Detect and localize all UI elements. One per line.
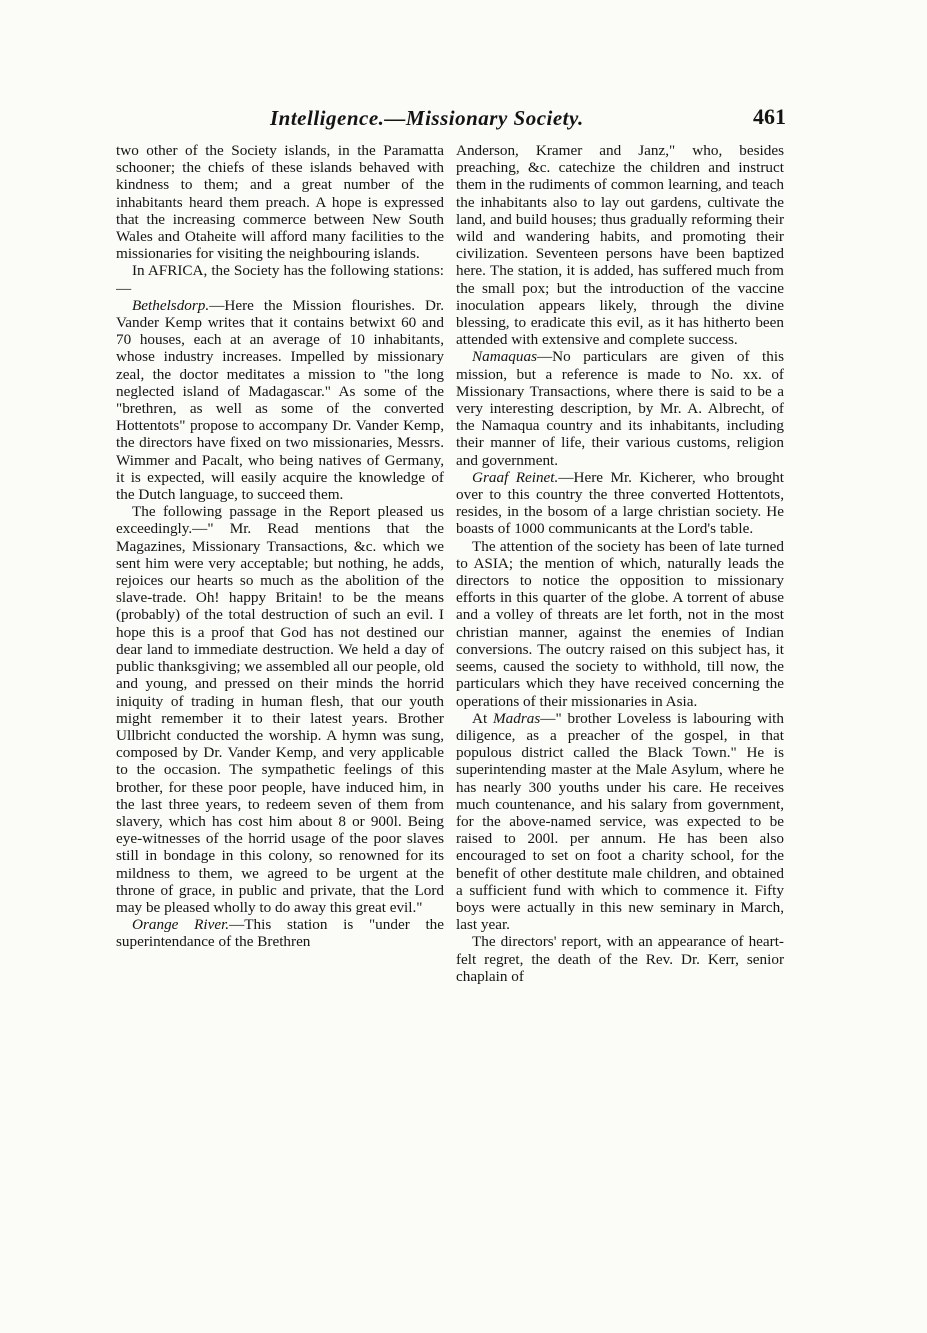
page-number: 461 [753,104,786,129]
station-name: Namaquas [472,348,537,366]
left-column [116,142,444,1222]
paragraph: two other of the Society islands, in the Paramatta schooner; the chiefs of these islands behaved with kindness to them; and a great number of the inhabitants heard them preach. A hope is expressed that the increasing commerce between New South Wales and Otaheite will afford many facilities to the missionaries for visiting the neighbouring islands. [116,142,444,263]
paragraph-text: —Here the Mission flourishes. Dr. Vander Kemp writes that it contains betwixt 60 and 70 houses, each at an average of 10 inhabitants, whose industry increases. Impelled by missionary zeal, the doctor meditates a mission to "the long neglected island of Madagascar." As some of the "brethren, as well as some of the converted Hottentots" propose to accompany Dr. Vander Kemp, the directors have fixed on two missionaries, Messrs. Wimmer and Pacalt, who being natives of Germany, it is expected, will easily acquire the knowledge of the Dutch language, to succeed them. [116,296,444,504]
paragraph: The attention of the society has been of late turned to ASIA; the mention of which, naturally leads the directors to notice the opposition to missionary efforts in this quarter of the globe. A torrent of abuse and a volley of threats are let forth, not in the most christian manner, against the enemies of Indian conversions. The outcry raised on this subject has, it seems, caused the society to withhold, till now, the particulars which they have received concerning the operations of their missionaries in Asia. [456,537,784,710]
paragraph [456,348,784,468]
paragraph: Anderson, Kramer and Janz," who, besides preaching, &c. catechize the children and instruct them in the rudiments of common learning, and teach the inhabitants also to lay out gardens, cultivate the land, and build houses; thus gradually reforming their wild and wandering habits, and promoting their civilization. Seventeen persons have been baptized here. The station, it is added, has suffered much from the small pox; but the introduction of the vaccine inoculation appears likely, through the divine blessing, to eradicate this evil, as it has hitherto been attended with extensive and complete success. [456,142,784,349]
running-title: Intelligence.—Missionary Society. [270,106,584,130]
paragraph: The directors' report, with an appearance of heart-felt regret, the death of the Rev. Dr. Kerr, senior chaplain of [456,933,784,985]
paragraph [456,710,784,934]
paragraph: The following passage in the Report pleased us exceedingly.—" Mr. Read mentions that the Magazines, Missionary Transactions, &c. which we sent him were very acceptable; but nothing, he adds, rejoices our hearts so much as the abolition of the slave-trade. Oh! happy Britain! to be the means (probably) of the total destruction of such an evil. I hope this is a proof that God has not destined our dear land to immediate destruction. We held a day of public thanksgiving; we assembled all our people, old and young, and pressed on their minds the horrid iniquity of trading in human flesh, that our youth might remember it to their latest years. Brother Ullbricht conducted the worship. A hymn was sung, composed by Dr. Vander Kemp, and very applicable to the occasion. The sympathetic feelings of this brother, for these poor people, have induced him, in the last three years, to redeem seven of them from slavery, which has cost him about 8 or 900l. Being eye-witnesses of the horrid usage of the poor slaves still in bondage in this colony, so renowned for its mildness to them, we agreed to be urgent at the throne of grace, in public and private, that the Lord may be pleased wholly to do away this great evil." [116,503,444,916]
paragraph-text: —Here Mr. Kicherer, who brought over to this country the three converted Hottentots, resides, in the bosom of a large christian society. He boasts of 1000 communicants at the Lord's table. [456,468,784,538]
station-name: Bethelsdorp. [132,296,210,314]
station-name: Madras [493,709,541,727]
paragraph [456,469,784,538]
right-column [456,142,784,1222]
paragraph [116,916,444,950]
paragraph-text: —" brother Loveless is labouring with diligence, as a preacher of the gospel, in that populous district called the Black Town." He is superintending master at the Male Asylum, where he has nearly 300 youths under his care. He receives much countenance, and his salary from government, for the above-named service, was expected to be raised to 200l. per annum. He has been also encouraged to set on foot a charity school, for the benefit of other destitute male children, and obtained a sufficient fund with which to commence it. Fifty boys were actually in this new seminary in March, last year. [456,709,784,934]
page-header [260,106,800,136]
station-name: Graaf Reinet. [472,468,559,486]
paragraph-lead: At [472,709,494,727]
station-name: Orange River. [132,916,230,934]
paragraph [116,297,444,503]
paragraph: In AFRICA, the Society has the following stations:— [116,262,444,297]
paragraph-text: —No particulars are given of this mission, but a reference is made to No. xx. of Missionary Transactions, where there is said to be a very interesting description, by Mr. A. Albrecht, of the Namaqua country and its inhabitants, including their manner of life, their various customs, religion and government. [456,348,784,469]
paragraph-text: —This station is "under the superintendance of the Brethren [116,916,444,951]
